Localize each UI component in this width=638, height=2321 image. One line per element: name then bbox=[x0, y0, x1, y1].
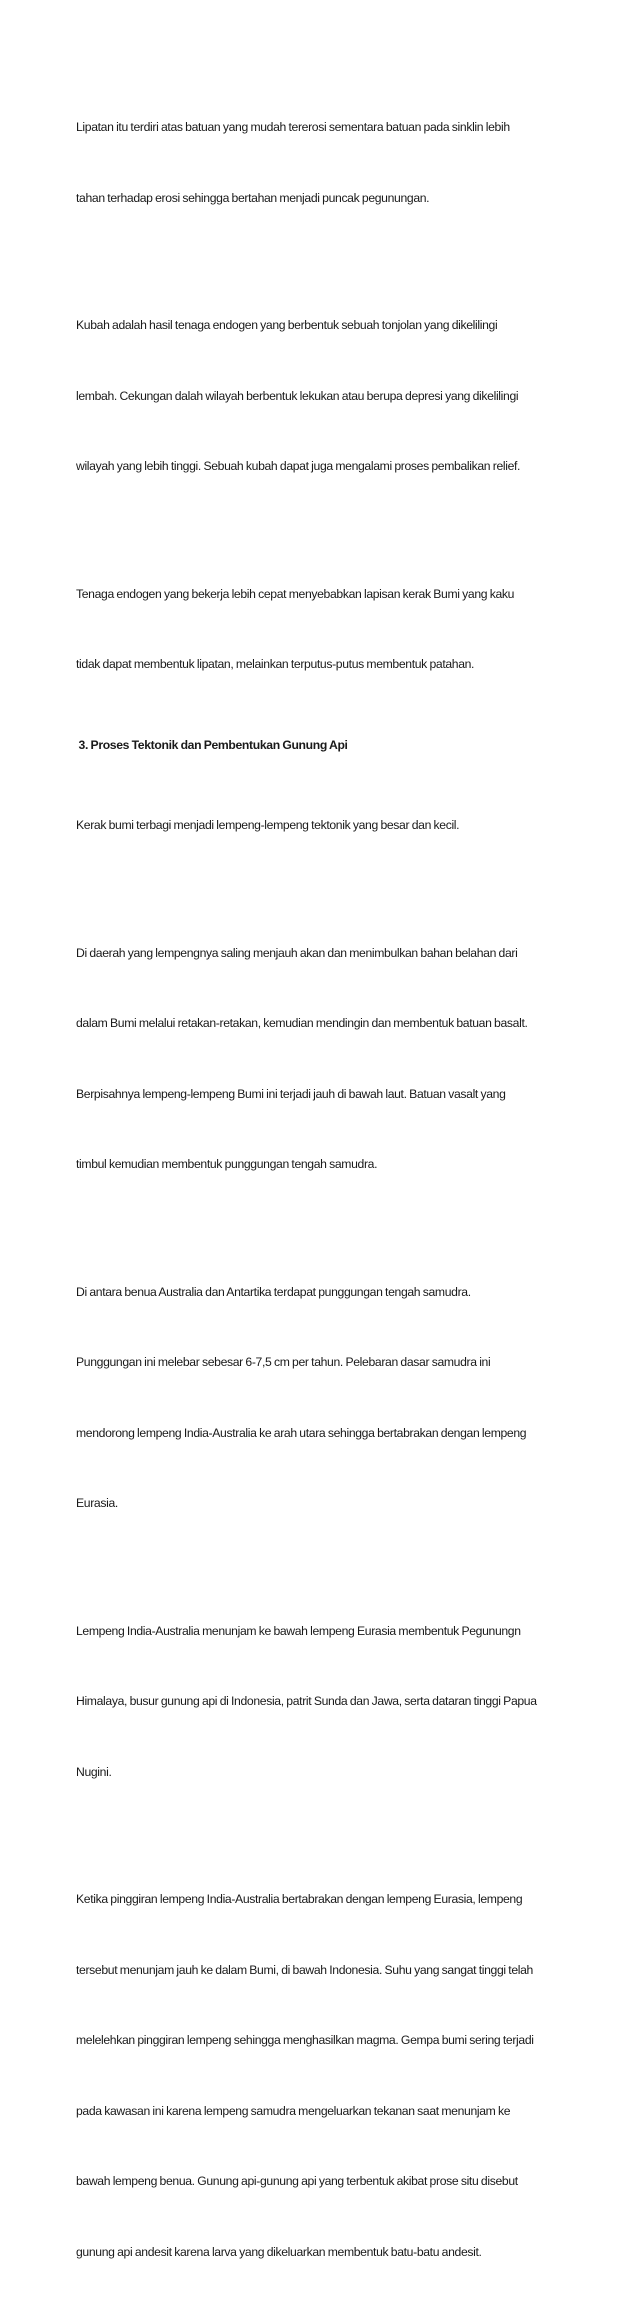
text-line: wilayah yang lebih tinggi. Sebuah kubah dapat juga mengalami proses pembalikan relief. bbox=[76, 459, 521, 473]
paragraph-kerak-bumi bbox=[76, 767, 576, 885]
paragraph-lipatan bbox=[76, 69, 576, 257]
text-line: pada kawasan ini karena lempeng samudra mengeluarkan tekanan saat menunjam ke bbox=[76, 2103, 511, 2118]
paragraph-himalaya bbox=[76, 1573, 576, 1832]
text-line: Di antara benua Australia dan Antartika terdapat punggungan tengah samudra. bbox=[76, 1284, 471, 1299]
text-line: Kubah adalah hasil tenaga endogen yang berbentuk sebuah tonjolan yang dikelilingi bbox=[76, 318, 498, 332]
text-line: Eurasia. bbox=[76, 1496, 118, 1510]
text-line: bawah lempeng benua. Gunung api-gunung api yang terbentuk akibat prose situ disebut bbox=[76, 2174, 518, 2188]
paragraph-tenaga-endogen bbox=[76, 536, 576, 724]
text-line: Lipatan itu terdiri atas batuan yang mudah tererosi sementara batuan pada sinklin lebih bbox=[76, 120, 510, 134]
text-line: tidak dapat membentuk lipatan, melainkan terputus-putus membentuk patahan. bbox=[76, 657, 475, 671]
text-line: Lempeng India-Australia menunjam ke bawah lempeng Eurasia membentuk Pegunungn bbox=[76, 1623, 521, 1638]
document-body bbox=[76, 69, 576, 2321]
text-line: lembah. Cekungan dalah wilayah berbentuk lekukan atau berupa depresi yang dikelilingi bbox=[76, 388, 519, 403]
text-line: timbul kemudian membentuk punggungan tengah samudra. bbox=[76, 1157, 378, 1171]
paragraph-gunung-api-andesit bbox=[76, 1841, 576, 2311]
text-line: Berpisahnya lempeng-lempeng Bumi ini terjadi jauh di bawah laut. Batuan vasalt yang bbox=[76, 1086, 506, 1101]
text-line: Punggungan ini melebar sebesar 6-7,5 cm per tahun. Pelebaran dasar samudra ini bbox=[76, 1355, 491, 1369]
text-line: tahan terhadap erosi sehingga bertahan menjadi puncak pegunungan. bbox=[76, 190, 430, 205]
text-line: Nugini. bbox=[76, 1764, 112, 1779]
section-heading: 3. Proses Tektonik dan Pembentukan Gunung Api bbox=[76, 737, 348, 752]
text-line: Di daerah yang lempengnya saling menjauh akan dan menimbulkan bahan belahan dari bbox=[76, 945, 518, 960]
text-line: Ketika pinggiran lempeng India-Australia bertabrakan dengan lempeng Eurasia, lempeng bbox=[76, 1892, 523, 1906]
text-line: gunung api andesit karena larva yang dikeluarkan membentuk batu-batu andesit. bbox=[76, 2244, 482, 2259]
text-line: dalam Bumi melalui retakan-retakan, kemudian mendingin dan membentuk batuan basalt. bbox=[76, 1016, 528, 1030]
text-line: Tenaga endogen yang bekerja lebih cepat menyebabkan lapisan kerak Bumi yang kaku bbox=[76, 586, 515, 601]
text-line: tersebut menunjam jauh ke dalam Bumi, di bawah Indonesia. Suhu yang sangat tinggi telah bbox=[76, 1962, 533, 1977]
text-line: Kerak bumi terbagi menjadi lempeng-lempeng tektonik yang besar dan kecil. bbox=[76, 818, 460, 832]
paragraph-lempeng-menjauh bbox=[76, 895, 576, 1224]
paragraph-australia-antartika bbox=[76, 1234, 576, 1563]
text-line: mendorong lempeng India-Australia ke arah utara sehingga bertabrakan dengan lempeng bbox=[76, 1425, 527, 1440]
text-line: melelehkan pinggiran lempeng sehingga menghasilkan magma. Gempa bumi sering terjadi bbox=[76, 2033, 534, 2047]
text-line: Himalaya, busur gunung api di Indonesia, patrit Sunda dan Jawa, serta dataran tinggi Papua bbox=[76, 1694, 537, 1708]
paragraph-kubah bbox=[76, 267, 576, 526]
